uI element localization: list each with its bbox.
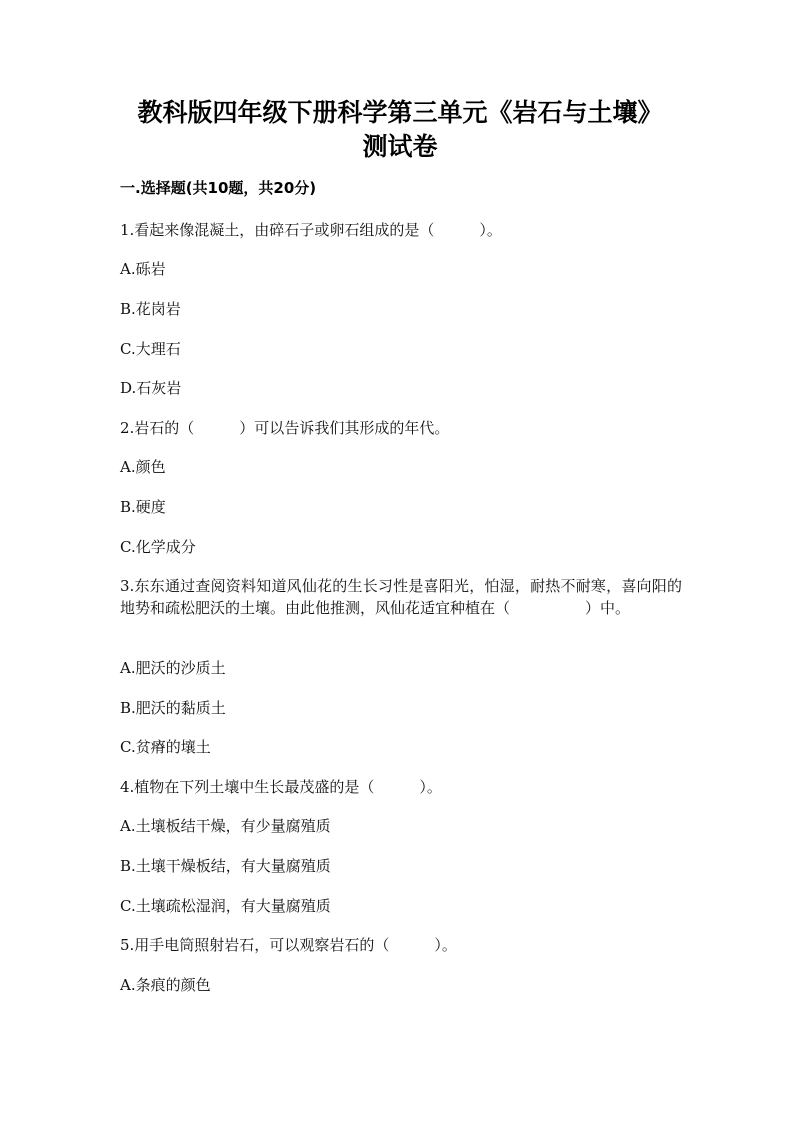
question-5-stem: 5.用手电筒照射岩石，可以观察岩石的（ ）。 [120,936,457,954]
question-4-stem: 4.植物在下列土壤中生长最茂盛的是（ ）。 [120,778,442,796]
section-heading: 一.选择题(共10题，共20分) [120,179,317,197]
question-3-option-b: B.肥沃的黏质土 [120,699,226,717]
question-3-option-c: C.贫瘠的壤土 [120,738,211,756]
question-4-option-c: C.土壤疏松湿润，有大量腐殖质 [120,897,331,915]
question-1-option-b: B.花岗岩 [120,300,181,318]
question-2-option-a: A.颜色 [120,458,166,476]
question-1-option-d: D.石灰岩 [120,379,182,397]
question-2-option-b: B.硬度 [120,498,166,516]
question-4-option-b: B.土壤干燥板结，有大量腐殖质 [120,857,331,875]
question-1-stem: 1.看起来像混凝土，由碎石子或卵石组成的是（ ）。 [120,221,502,239]
question-2-option-c: C.化学成分 [120,538,196,556]
question-2-stem: 2.岩石的（ ）可以告诉我们其形成的年代。 [120,419,450,437]
question-1-option-a: A.砾岩 [120,260,166,278]
question-4-option-a: A.土壤板结干燥，有少量腐殖质 [120,817,331,835]
question-3-stem: 3.东东通过查阅资料知道风仙花的生长习性是喜阳光，怕湿，耐热不耐寒，喜向阳的地势和疏松肥沃的土壤。由此他推测，风仙花适宜种植在（ ）中。 [120,577,682,617]
question-5-option-a: A.条痕的颜色 [120,976,211,994]
question-3-option-a: A.肥沃的沙质土 [120,659,226,677]
question-1-option-c: C.大理石 [120,340,181,358]
exam-title: 教科版四年级下册科学第三单元《岩石与土壤》测试卷 [137,98,663,161]
